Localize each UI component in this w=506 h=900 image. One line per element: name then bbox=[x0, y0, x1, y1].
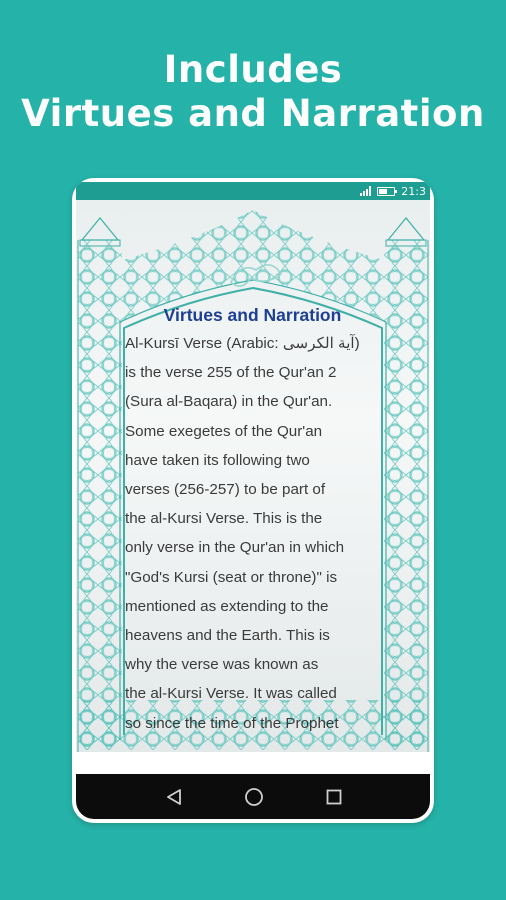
promo-headline-line1: Includes bbox=[163, 48, 343, 91]
status-bar bbox=[76, 182, 430, 200]
back-triangle-icon[interactable] bbox=[164, 787, 184, 807]
article-line: "God's Kursi (seat or throne)" is bbox=[125, 568, 338, 586]
article-line: (Sura al-Baqara) in the Qur'an. bbox=[125, 393, 333, 411]
article-line: so since the time of the Prophet bbox=[125, 714, 339, 732]
promo-headline bbox=[0, 48, 506, 136]
article-panel[interactable] bbox=[125, 303, 380, 735]
recents-square-icon[interactable] bbox=[324, 787, 344, 807]
app-screen bbox=[76, 200, 430, 752]
article-line: Some exegetes of the Qur'an bbox=[125, 422, 323, 440]
article-line: the al-Kursi Verse. It was called bbox=[125, 685, 337, 703]
battery-icon bbox=[377, 187, 395, 196]
article-line: mentioned as extending to the bbox=[125, 597, 329, 615]
article-line: Al-Kursī Verse (Arabic: آية الكرسى) bbox=[125, 335, 360, 352]
article-line: the al-Kursi Verse. This is the bbox=[125, 510, 323, 528]
article-line: verses (256-257) to be part of bbox=[125, 481, 326, 499]
article-line: heavens and the Earth. This is bbox=[125, 627, 330, 645]
signal-icon bbox=[360, 186, 371, 196]
promo-headline-line2: Virtues and Narration bbox=[21, 92, 485, 135]
article-line: why the verse was known as bbox=[125, 656, 319, 674]
article-body bbox=[125, 329, 380, 735]
navigation-bar bbox=[76, 774, 430, 819]
article-line: is the verse 255 of the Qur'an 2 bbox=[125, 364, 337, 382]
home-circle-icon[interactable] bbox=[244, 787, 264, 807]
article-line: only verse in the Qur'an in which bbox=[125, 539, 345, 557]
phone-frame bbox=[72, 178, 434, 823]
article-line: have taken its following two bbox=[125, 451, 310, 469]
status-time: 21:3 bbox=[401, 184, 426, 198]
article-title: Virtues and Narration bbox=[163, 305, 342, 325]
